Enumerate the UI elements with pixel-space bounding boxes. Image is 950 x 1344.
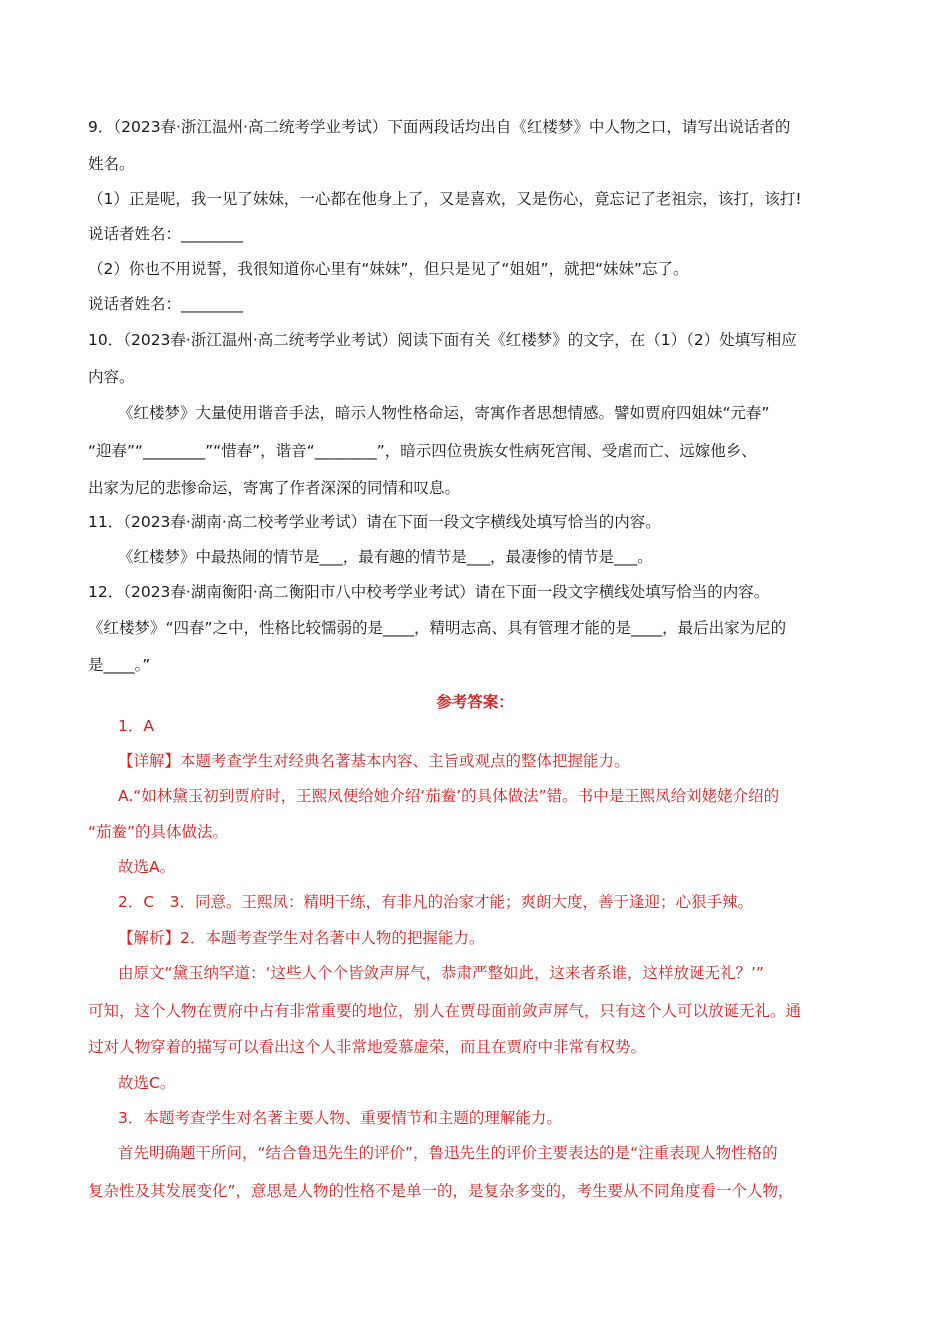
q12-title: 12．（2023春·湖南衡阳·高二衡阳市八中校考学业考试）请在下面一段文字横线处填写恰当的内容。 — [88, 583, 770, 601]
answer-2-3: 2．C 3．同意。王熙凤：精明干练，有非凡的治家才能；爽朗大度，善于逢迎；心狠手辣。 — [118, 893, 754, 911]
q10-passage-1: 《红楼梦》大量使用谐音手法，暗示人物性格命运，寄寓作者思想情感。譬如贾府四姐妹“元春” — [118, 404, 770, 422]
q12-passage-2: 是____。” — [88, 656, 151, 674]
answer-1-explain-1: A.“如林黛玉初到贾府时，王熙凤便给她介绍‘茄鲞’的具体做法”错。书中是王熙凤给刘姥姥介绍的 — [118, 787, 780, 805]
answer-3-explain-1: 首先明确题干所问，“结合鲁迅先生的评价”，鲁迅先生的评价主要表达的是“注重表现人物性格的 — [118, 1144, 778, 1162]
q10-passage-2: “迎春”“________”“惜春”，谐音“________”，暗示四位贵族女性病死宫闱、受虐而亡、远嫁他乡、 — [88, 442, 757, 460]
answer-2-analysis: 【解析】2．本题考查学生对名著中人物的把握能力。 — [118, 929, 485, 947]
answer-1-explain-2: “茄鲞”的具体做法。 — [88, 823, 229, 841]
answer-1-choice: 故选A。 — [118, 858, 176, 876]
q9-sentence-1: （1）正是呢，我一见了妹妹，一心都在他身上了，又是喜欢，又是伤心，竟忘记了老祖宗，该打，该打! — [88, 190, 802, 208]
q11-title: 11．（2023春·湖南·高二校考学业考试）请在下面一段文字横线处填写恰当的内容。 — [88, 513, 661, 531]
q9-title: 9．（2023春·浙江温州·高二统考学业考试）下面两段话均出自《红楼梦》中人物之口，请写出说话者的 — [88, 118, 791, 136]
q10-passage-3: 出家为尼的悲惨命运，寄寓了作者深深的同情和叹息。 — [88, 479, 461, 497]
answer-2-explain-2: 可知，这个人物在贾府中占有非常重要的地位，别人在贾母面前敛声屏气，只有这个人可以放诞无礼。通 — [88, 1002, 802, 1020]
q9-speaker-2: 说话者姓名：________ — [88, 295, 244, 313]
q10-title-cont: 内容。 — [88, 368, 135, 386]
answer-3-explain-2: 复杂性及其发展变化”，意思是人物的性格不是单一的，是复杂多变的，考生要从不同角度看一个人物， — [88, 1182, 794, 1200]
answer-1: 1．A — [118, 717, 154, 735]
q11-passage: 《红楼梦》中最热闹的情节是___，最有趣的情节是___，最凄惨的情节是___。 — [118, 548, 653, 566]
q9-sentence-2: （2）你也不用说誓，我很知道你心里有“妹妹”，但只是见了“姐姐”，就把“妹妹”忘了。 — [88, 260, 689, 278]
answer-2-explain-3: 过对人物穿着的描写可以看出这个人非常地爱慕虚荣，而且在贾府中非常有权势。 — [88, 1038, 647, 1056]
answer-1-detail: 【详解】本题考查学生对经典名著基本内容、主旨或观点的整体把握能力。 — [118, 752, 630, 770]
q9-title-cont: 姓名。 — [88, 155, 135, 173]
answer-2-choice: 故选C。 — [118, 1074, 176, 1092]
answer-2-explain-1: 由原文“黛玉纳罕道：‘这些人个个皆敛声屏气，恭肃严整如此，这来者系谁，这样放诞无礼？’” — [118, 964, 764, 982]
q9-speaker-1: 说话者姓名：________ — [88, 225, 244, 243]
answers-heading: 参考答案： — [436, 693, 514, 711]
q12-passage-1: 《红楼梦》“四春”之中，性格比较懦弱的是____，精明志高、具有管理才能的是____，最后出家为尼的 — [88, 619, 787, 637]
answer-3-intro: 3．本题考查学生对名著主要人物、重要情节和主题的理解能力。 — [118, 1109, 562, 1127]
q10-title: 10．（2023春·浙江温州·高二统考学业考试）阅读下面有关《红楼梦》的文字，在（1）（2）处填写相应 — [88, 331, 797, 349]
